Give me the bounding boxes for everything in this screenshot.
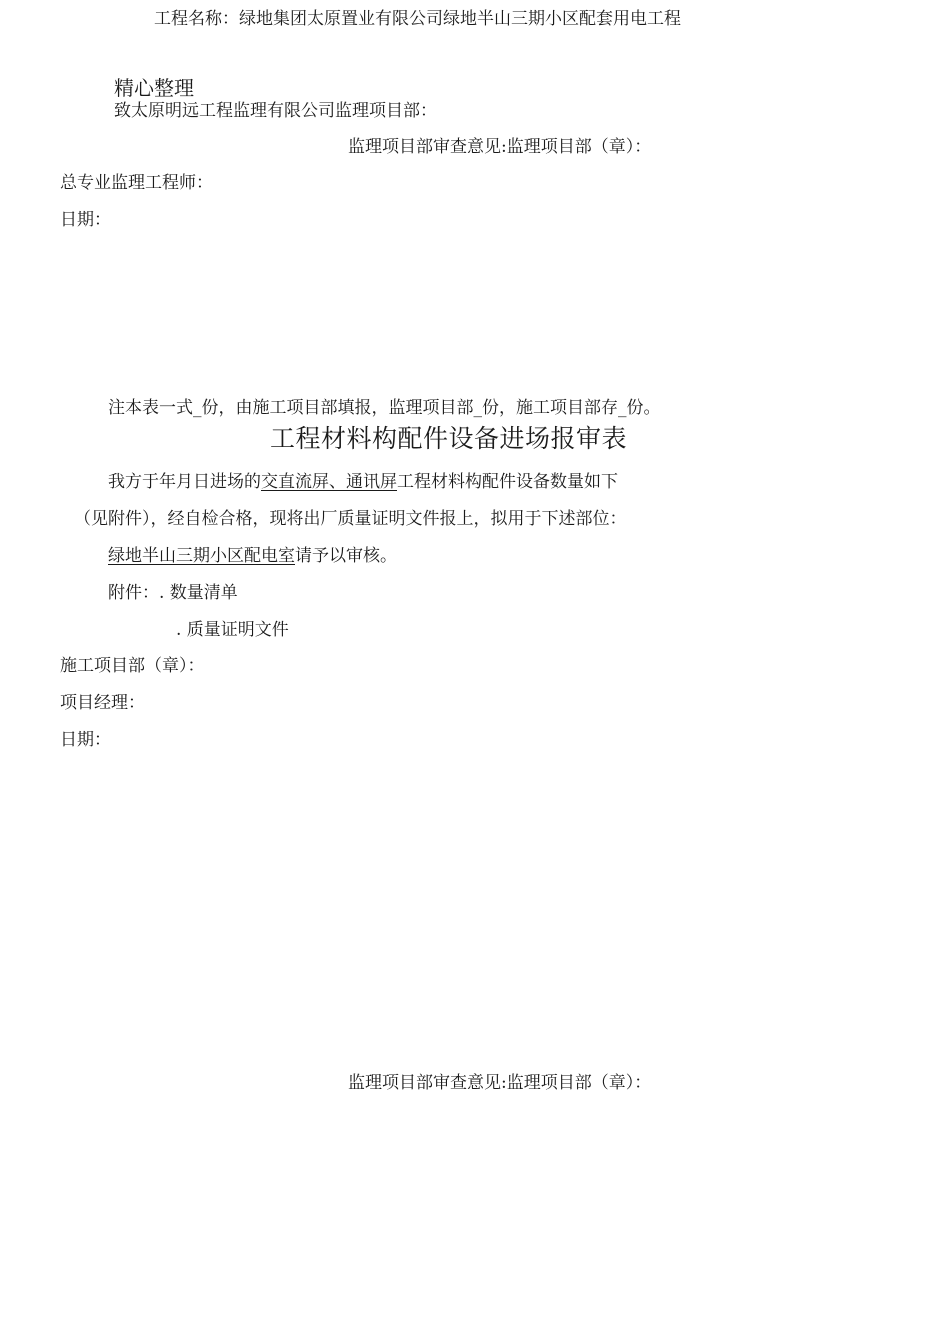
- attachment-1: 附件：. 数量清单: [108, 583, 238, 603]
- section-heading: 精心整理: [114, 76, 194, 100]
- construction-dept-label: 施工项目部（章）：: [60, 656, 205, 676]
- project-name-line: 工程名称：绿地集团太原置业有限公司绿地半山三期小区配套用电工程: [154, 9, 681, 29]
- body-line-3-suffix: 请予以审核。: [295, 546, 397, 566]
- signature-date-label: 日期：: [60, 730, 111, 750]
- form-title: 工程材料构配件设备进场报审表: [270, 424, 628, 453]
- chief-engineer-label: 总专业监理工程师：: [60, 173, 213, 193]
- form-note: 注本表一式_份，由施工项目部填报，监理项目部_份，施工项目部存_份。: [108, 398, 661, 418]
- project-manager-label: 项目经理：: [60, 693, 145, 713]
- material-name: 交直流屏、通讯屏: [261, 472, 397, 492]
- attachment-2: . 质量证明文件: [176, 620, 289, 640]
- review-opinion-line: 监理项目部审查意见:监理项目部（章）：: [348, 137, 652, 157]
- body-line-1-suffix: 工程材料构配件设备数量如下: [397, 472, 618, 492]
- addressee-line: 致太原明远工程监理有限公司监理项目部：: [114, 101, 437, 121]
- body-line-2: （见附件），经自检合格，现将出厂质量证明文件报上，拟用于下述部位：: [74, 509, 627, 529]
- date-label: 日期：: [60, 210, 111, 230]
- body-line-1-prefix: 我方于年月日进场的: [108, 472, 261, 492]
- body-line-3: [108, 546, 397, 566]
- usage-location: 绿地半山三期小区配电室: [108, 546, 295, 566]
- body-line-1: [108, 472, 618, 492]
- review-opinion-line-2: 监理项目部审查意见:监理项目部（章）：: [348, 1073, 652, 1093]
